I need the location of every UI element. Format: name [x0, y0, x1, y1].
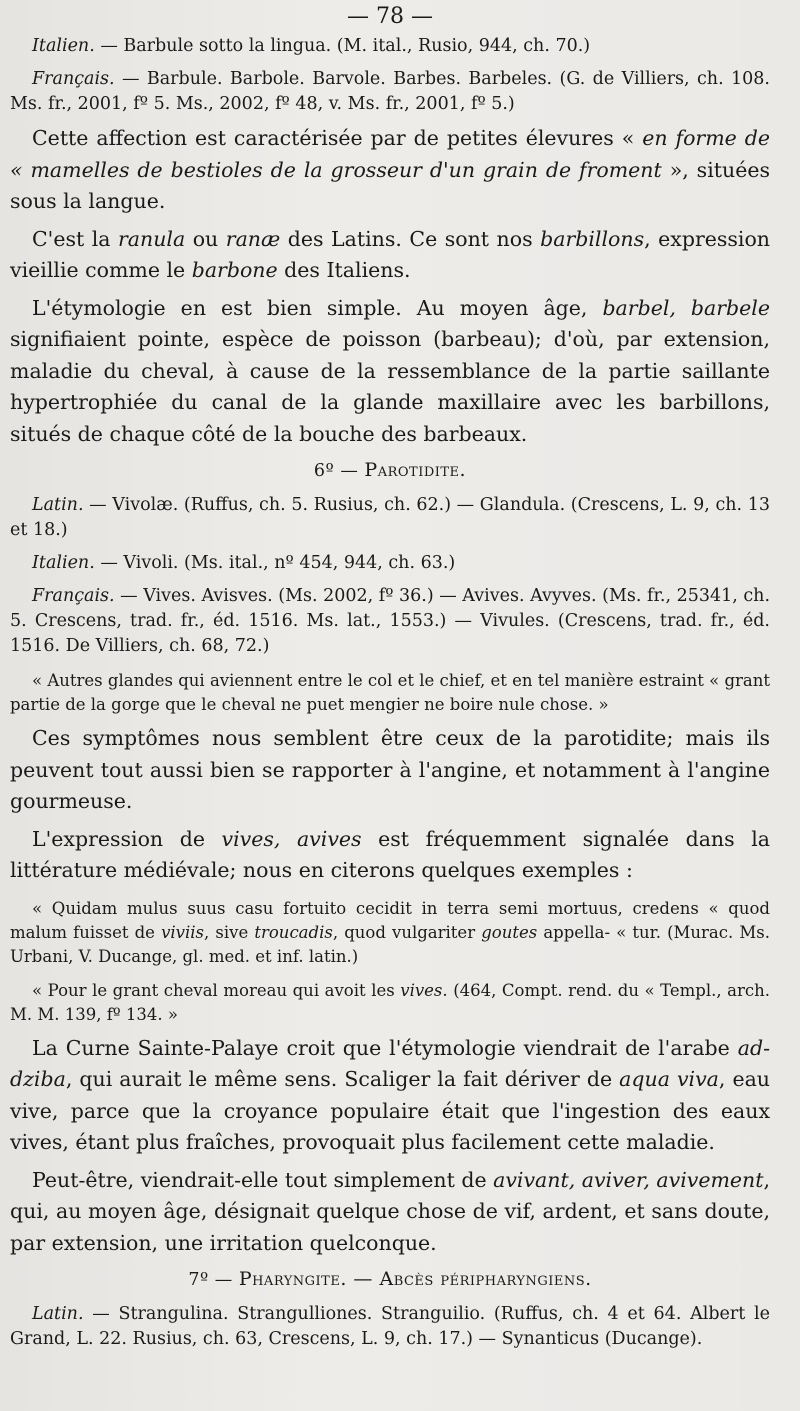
text-run: « Autres glandes qui aviennent entre le col et le chief, et en tel manière estraint « grant partie de la gorge que le cheval ne puet mengier ne boire nule chose. » — [10, 671, 770, 714]
text-run: signifiaient pointe, espèce de poisson (barbeau); d'où, par extension, maladie du cheval, à cause de la ressemblance de la partie saillante hypertrophiée du canal de la glande maxillaire avec les barbillons, situés de chaque côté de la bouche des barbeaux. — [10, 327, 770, 446]
text-run: La Curne Sainte-Palaye croit que l'étymologie viendrait de l'arabe — [32, 1035, 738, 1060]
italic-run: vives, avives — [221, 826, 362, 851]
italic-run: ad-dziba — [10, 1035, 770, 1091]
text-run: », situées sous la langue. — [10, 157, 770, 213]
text-run: des Latins. Ce sont nos — [280, 226, 541, 251]
text-run: L'étymologie en est bien simple. Au moyen âge, — [32, 295, 603, 320]
italic-run: aqua viva — [619, 1067, 719, 1091]
reference-text: — Vives. Avisves. (Ms. 2002, fº 36.) — Avives. Avyves. (Ms. fr., 25341, ch. 5. Crescens, trad. fr., éd. 1516. Ms. lat., 1553.) — Vivules. (Crescens, trad. fr., éd. 1516. De Villiers, ch. 68, 72.) — [10, 586, 771, 656]
italic-run: ranæ — [225, 226, 281, 251]
reference-text: — Vivolæ. (Ruffus, ch. 5. Rusius, ch. 62.) — Glandula. (Crescens, L. 9, ch. 13 et 18.) — [10, 495, 770, 540]
text-run: appella- « tur. (Murac. Ms. Urbani, V. Ducange, gl. med. et inf. latin.) — [10, 922, 770, 966]
page-number: — 78 — — [347, 4, 433, 29]
italic-run: troucadis — [254, 922, 333, 942]
reference-line — [10, 67, 770, 117]
text-run: Cette affection est caractérisée par de petites élevures « — [32, 126, 643, 150]
reference-text: — Vivoli. (Ms. ital., nº 454, 944, ch. 63.) — [94, 553, 456, 573]
body-paragraph — [10, 293, 770, 451]
italic-run: vives — [400, 980, 443, 1000]
italic-run: barbone — [191, 258, 278, 282]
spacer — [10, 887, 770, 897]
body-paragraph — [10, 723, 770, 818]
text-run: Peut-être, viendrait-elle tout simplement de — [32, 1167, 494, 1192]
italic-run: viviis — [161, 922, 205, 942]
reference-line — [10, 34, 770, 59]
text-run: , eau vive, parce que la croyance populaire était que l'ingestion des eaux vives, étant plus fraîches, provoquait plus facilement cette maladie. — [10, 1067, 771, 1154]
reference-text: — Barbule sotto la lingua. (M. ital., Rusio, 944, ch. 70.) — [94, 36, 591, 56]
text-run: L'expression de — [32, 826, 222, 851]
language-label: Français. — [32, 69, 115, 89]
quotation — [10, 979, 770, 1027]
text-run: « Pour le grant cheval moreau qui avoit les — [32, 980, 401, 1000]
italic-run: en forme de « mamelles de bestioles de la grosseur d'un grain de froment — [10, 126, 770, 182]
body-paragraph — [10, 224, 770, 287]
spacer — [10, 969, 770, 979]
text-run: C'est la — [32, 226, 118, 251]
reference-text: — Barbule. Barbole. Barvole. Barbes. Barbeles. (G. de Villiers, ch. 108. Ms. fr., 2001, fº 5. Ms., 2002, fº 48, v. Ms. fr., 2001, fº 5.) — [10, 69, 770, 114]
text-run: « Quidam mulus suus casu fortuito cecidit in terra semi mortuus, credens « quod malum fuisset de — [10, 898, 770, 942]
italic-run: barbillons — [540, 226, 645, 251]
reference-line — [10, 584, 770, 659]
section-heading — [10, 458, 770, 483]
italic-run: barbel, barbele — [602, 295, 770, 320]
text-run: . (464, Compt. rend. du « Templ., arch. M. M. 139, fº 134. » — [10, 980, 770, 1024]
text-run: , expression vieillie comme le — [10, 226, 771, 282]
language-label: Latin. — [32, 1304, 84, 1324]
section-heading — [10, 1267, 770, 1292]
italic-run: goutes — [481, 922, 538, 942]
reference-line — [10, 1302, 770, 1352]
section-number: 7º — — [188, 1270, 239, 1290]
body-paragraph — [10, 123, 770, 218]
text-run: ou — [185, 226, 226, 251]
language-label: Italien. — [32, 36, 95, 56]
reference-text: — Strangulina. Strangulliones. Stranguilio. (Ruffus, ch. 4 et 64. Albert le Grand, L. 22. Rusius, ch. 63, Crescens, L. 9, ch. 17.) — Synanticus (Ducange). — [10, 1304, 770, 1349]
italic-run: ranula — [118, 226, 186, 251]
section-number: 6º — — [313, 461, 365, 481]
page-content — [10, 34, 770, 1352]
section-title: Parotidite. — [364, 459, 467, 481]
spacer — [10, 659, 770, 669]
text-run: est fréquemment signalée dans la littérature médiévale; nous en citerons quelques exemples : — [10, 826, 770, 882]
language-label: Latin. — [32, 495, 84, 515]
text-run: , quod vulgariter — [332, 922, 482, 942]
text-run: Ces symptômes nous semblent être ceux de la parotidite; mais ils peuvent tout aussi bien se rapporter à l'angine, et notamment à l'angine gourmeuse. — [10, 726, 770, 813]
section-title: Pharyngite. — Abcès péripharyngiens. — [238, 1268, 592, 1290]
body-paragraph — [10, 1165, 770, 1260]
text-run: des Italiens. — [277, 258, 411, 282]
quotation — [10, 897, 770, 969]
body-paragraph — [10, 824, 770, 887]
text-run: , sive — [204, 922, 255, 942]
language-label: Italien. — [32, 553, 95, 573]
body-paragraph — [10, 1033, 770, 1159]
text-run: , qui aurait le même sens. Scaliger la fait dériver de — [65, 1067, 620, 1091]
language-label: Français. — [32, 586, 115, 606]
quotation — [10, 669, 770, 717]
reference-line — [10, 493, 770, 543]
text-run: , qui, au moyen âge, désignait quelque chose de vif, ardent, et sans doute, par extension, une irritation quelconque. — [10, 1167, 771, 1255]
italic-run: avivant, aviver, avivement — [493, 1167, 764, 1192]
reference-line — [10, 551, 770, 576]
